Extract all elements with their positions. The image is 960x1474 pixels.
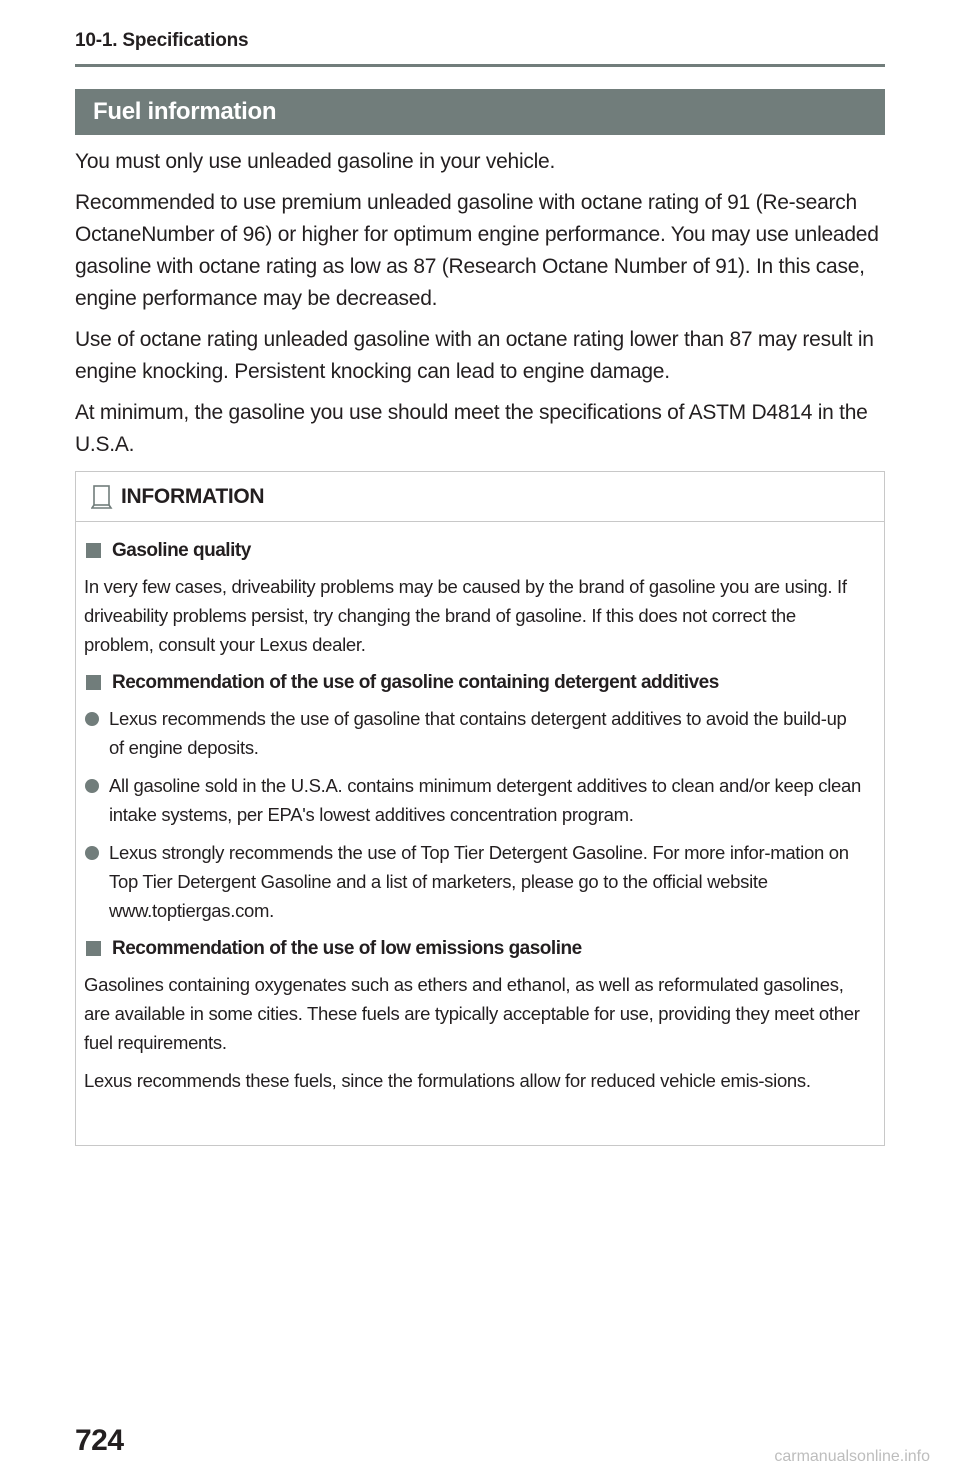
section-header: 10-1. Specifications <box>75 30 249 51</box>
subheading-text: Recommendation of the use of gasoline containing detergent additives <box>112 672 719 693</box>
information-box <box>75 471 885 1146</box>
header-divider <box>75 64 885 67</box>
info-paragraph: Lexus recommends these fuels, since the formulations allow for reduced vehicle emis-sions. <box>84 1070 811 1091</box>
info-subheading <box>84 536 866 565</box>
bullet-item <box>84 704 866 762</box>
body-paragraph: At minimum, the gasoline you use should meet the specifications of ASTM D4814 in the U.S.A. <box>75 401 868 456</box>
bullet-text: Lexus recommends the use of gasoline that contains detergent additives to avoid the build-up of engine deposits. <box>109 708 847 758</box>
page-title: Fuel information <box>75 89 885 135</box>
body-paragraph: You must only use unleaded gasoline in your vehicle. <box>75 150 556 173</box>
information-header <box>76 472 884 522</box>
subheading-text: Recommendation of the use of low emissions gasoline <box>112 938 582 959</box>
bullet-text: Lexus strongly recommends the use of Top Tier Detergent Gasoline. For more infor-mation on Top Tier Detergent Gasoline and a list of marketers, please go to the official website www.toptiergas.com. <box>109 842 849 921</box>
page-number: 724 <box>75 1424 124 1457</box>
square-bullet-icon <box>86 941 101 956</box>
body-paragraph: Use of octane rating unleaded gasoline with an octane rating lower than 87 may result in engine knocking. Persistent knocking can lead to engine damage. <box>75 328 874 383</box>
main-body <box>75 146 885 470</box>
circle-bullet-icon <box>85 712 99 726</box>
subheading-text: Gasoline quality <box>112 540 251 561</box>
info-subheading <box>84 934 866 963</box>
info-paragraph: In very few cases, driveability problems may be caused by the brand of gasoline you are using. If driveability problems persist, try changing the brand of gasoline. If this does not correct the problem, consult your Lexus dealer. <box>84 576 847 655</box>
information-content <box>76 522 884 1095</box>
info-subheading <box>84 668 866 697</box>
bullet-item <box>84 771 866 829</box>
information-title: INFORMATION <box>121 484 265 508</box>
circle-bullet-icon <box>85 846 99 860</box>
info-paragraph: Gasolines containing oxygenates such as ethers and ethanol, as well as reformulated gasolines, are available in some cities. These fuels are typically acceptable for use, providing they meet other fuel requirements. <box>84 974 860 1053</box>
square-bullet-icon <box>86 543 101 558</box>
memo-icon <box>91 484 113 510</box>
body-paragraph: Recommended to use premium unleaded gasoline with octane rating of 91 (Re-search OctaneNumber of 96) or higher for optimum engine performance. You may use unleaded gasoline with octane rating as low as 87 (Research Octane Number of 91). In this case, engine performance may be decreased. <box>75 191 879 310</box>
bullet-item <box>84 838 866 925</box>
square-bullet-icon <box>86 675 101 690</box>
circle-bullet-icon <box>85 779 99 793</box>
bullet-text: All gasoline sold in the U.S.A. contains minimum detergent additives to clean and/or keep clean intake systems, per EPA's lowest additives concentration program. <box>109 775 862 825</box>
watermark: carmanualsonline.info <box>774 1448 930 1465</box>
